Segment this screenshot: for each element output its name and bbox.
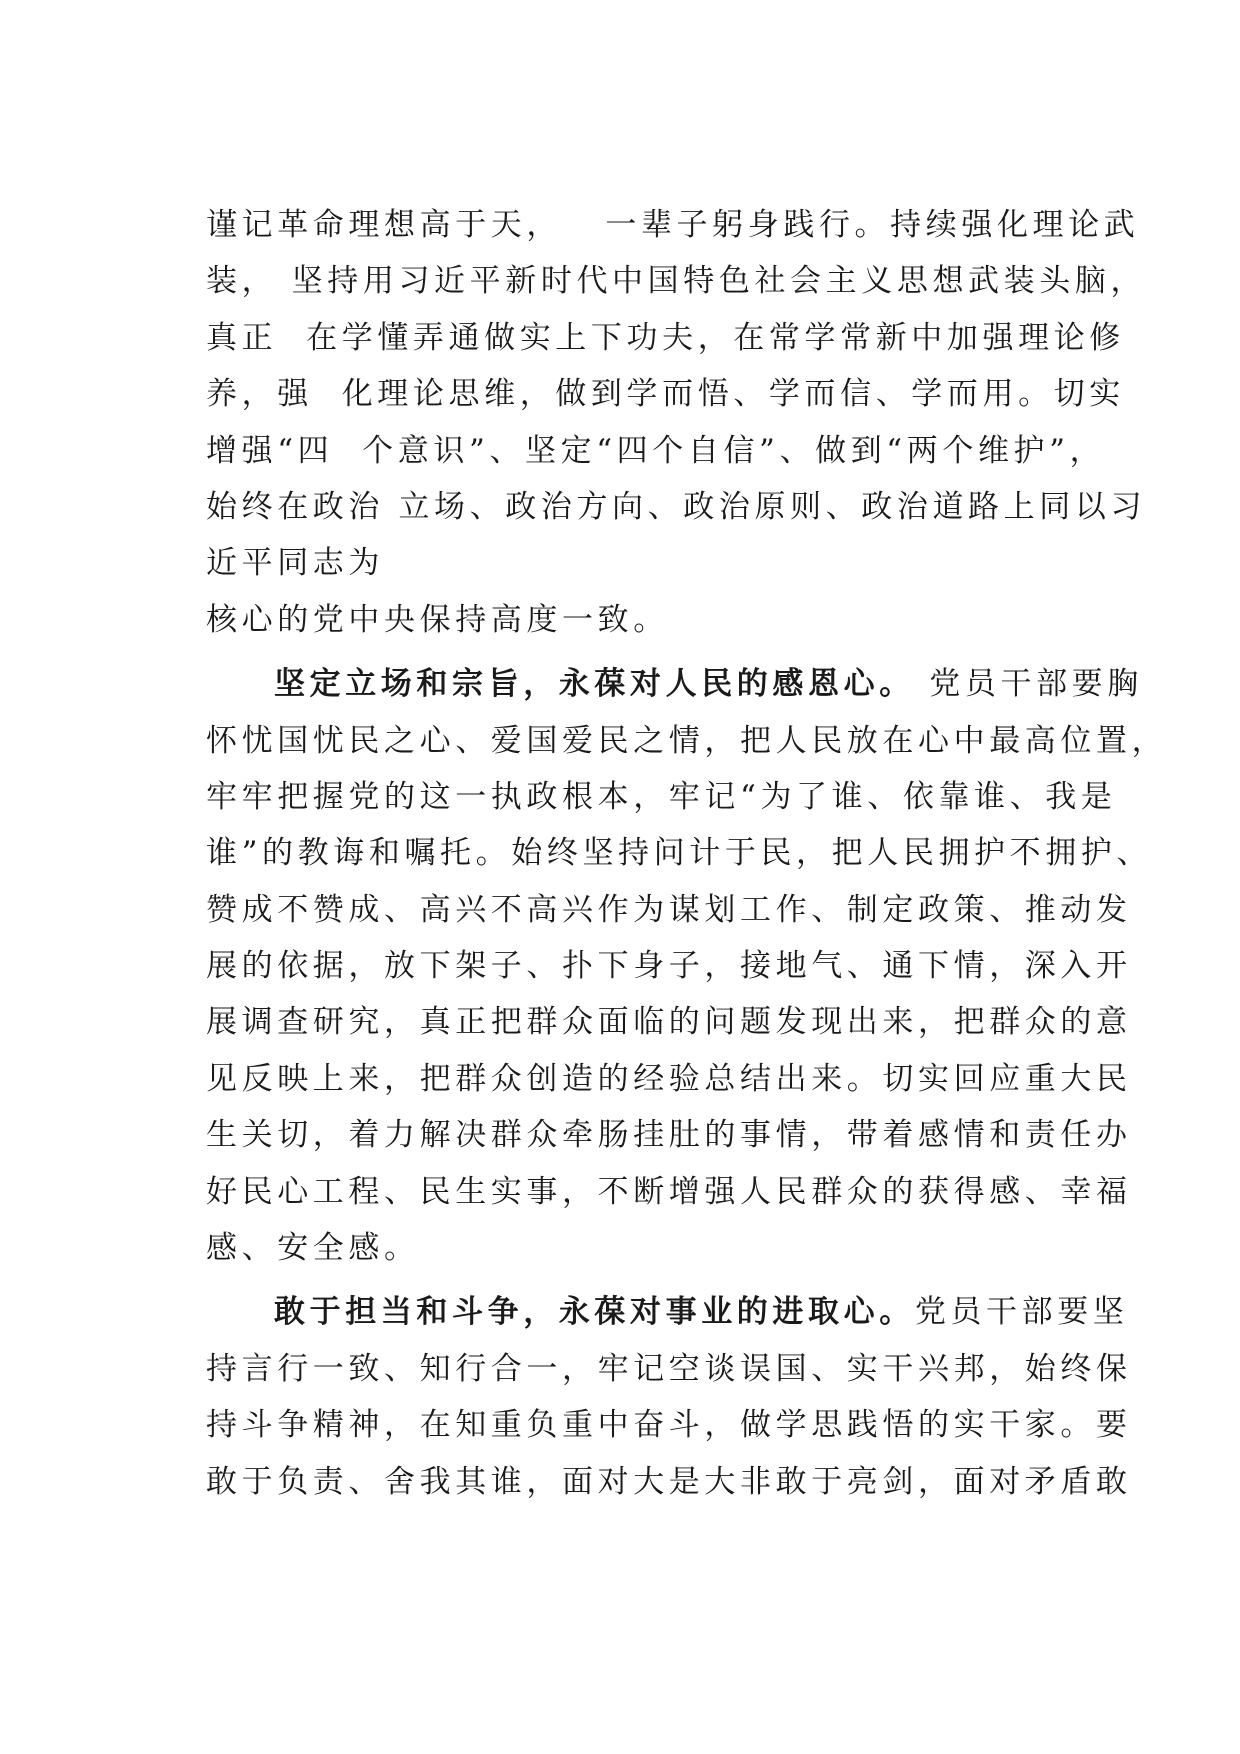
heading-continuation: 党员干部要胸 (914, 666, 1143, 703)
text-line: 持言行一致、知行合一，牢记空谈误国、实干兴邦，始终保 (206, 1350, 1132, 1387)
text-line: 感、安全感。 (206, 1230, 420, 1267)
text-line: 展调查研究，真正把群众面临的问题发现出来，把群众的意 (206, 1004, 1132, 1041)
text-line: 展的依据，放下架子、扑下身子，接地气、通下情，深入开 (206, 948, 1132, 985)
text-line: 真正 在学懂弄通做实上下功夫，在常学常新中加强理论修 (206, 319, 1125, 356)
paragraph-theory (206, 197, 1147, 648)
paragraph-career (206, 1284, 1132, 1510)
text-line: 牢牢把握党的这一执政根本，牢记“为了谁、依靠谁、我是 (206, 778, 1117, 815)
text-line: 装， 坚持用习近平新时代中国特色社会主义思想武装头脑， (206, 263, 1147, 300)
text-line (206, 656, 1143, 712)
text-line: 持斗争精神，在知重负重中奋斗，做学思践悟的实干家。要 (206, 1407, 1132, 1444)
heading-continuation: 党员干部要坚 (914, 1294, 1129, 1331)
text-line (206, 1284, 1129, 1340)
paragraph-people (206, 656, 1168, 1276)
text-line: 怀忧国忧民之心、爱国爱民之情，把人民放在心中最高位置， (206, 722, 1168, 759)
text-line: 好民心工程、民生实事，不断增强人民群众的获得感、幸福 (206, 1173, 1132, 1210)
text-line: 赞成不赞成、高兴不高兴作为谋划工作、制定政策、推动发 (206, 891, 1132, 928)
document-body (206, 197, 1168, 1510)
text-line: 核心的党中央保持高度一致。 (206, 601, 669, 638)
text-line: 谁”的教诲和嘱托。始终坚持问计于民，把人民拥护不拥护、 (206, 835, 1153, 872)
text-line: 养，强 化理论思维，做到学而悟、学而信、学而用。切实 (206, 376, 1125, 413)
text-line: 增强“四 个意识”、坚定“四个自信”、做到“两个维护”， (206, 432, 1106, 469)
text-line: 见反映上来，把群众创造的经验总结出来。切实回应重大民 (206, 1060, 1132, 1097)
paragraph-heading: 敢于担当和斗争，永葆对事业的进取心。 (274, 1294, 915, 1331)
paragraph-heading: 坚定立场和宗旨，永葆对人民的感恩心。 (274, 666, 915, 703)
text-line: 始终在政治 立场、政治方向、政治原则、政治道路上同以习 (206, 488, 1147, 525)
text-line: 敢于负责、舍我其谁，面对大是大非敢于亮剑，面对矛盾敢 (206, 1463, 1132, 1500)
text-line: 生关切，着力解决群众牵肠挂肚的事情，带着感情和责任办 (206, 1117, 1132, 1154)
text-line: 谨记革命理想高于天， 一辈子躬身践行。持续强化理论武 (206, 207, 1140, 243)
text-line: 近平同志为 (206, 545, 384, 582)
